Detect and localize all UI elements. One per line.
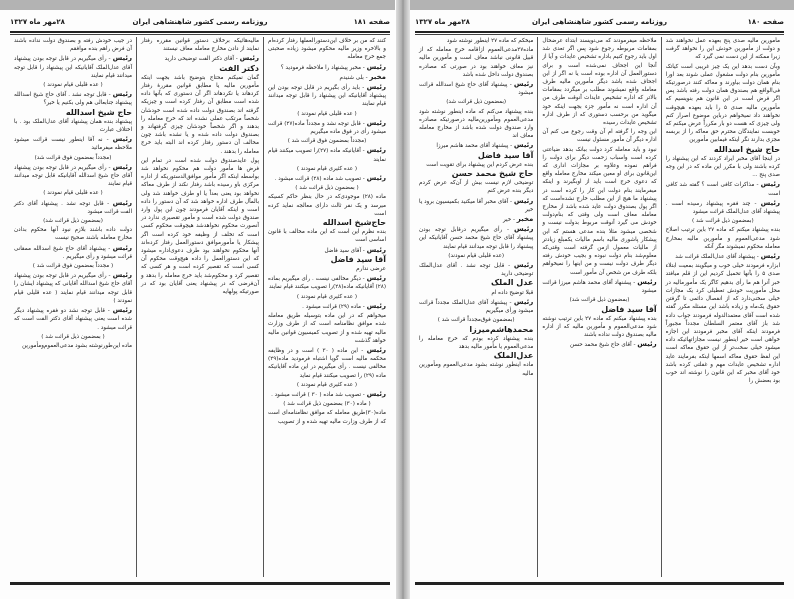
speaker-paragraph: رئیس - رأی میگیریم در قابل توجه بودن پیشنهاد آقای حاج شیخ اسدالله آقایانیکه قابل توجه میدانند قیام نمایند [14, 162, 133, 188]
body-text: کنند که من بر خلاف این‌دستورالعملها رفتار کرده‌ام و بالاخره وزیر مالیه محکوم میشود زیاده صحبتی جمع خرج معامله [268, 38, 386, 61]
speech-text: تصویب شد ماده (۲۸) قرائت میشود . [274, 176, 361, 183]
paragraph [268, 137, 386, 145]
paragraph [141, 37, 259, 53]
speech-text: آقای دکتر الفت توضیحی دارید [164, 56, 234, 63]
issue-date: ۲۸مهر ماه ۱۳۲۷ [415, 18, 470, 26]
speaker-heading: دکتر الفت [219, 63, 259, 73]
speaker-name: رئیس [112, 135, 132, 144]
paragraph [419, 335, 533, 351]
body-text: میخکم که ماده ۲۷ اینطور نوشته شود [446, 38, 534, 44]
body-text: بنده نظرم این است که این ماده مخالف با قانون اساسی است [268, 229, 386, 244]
speaker-paragraph: مخبر - خیر [502, 215, 534, 224]
speech-text: مخبر پیشنهاد را ملاحظه فرمودید ؟ [280, 64, 361, 71]
body-text: بنده پیشنهاد کرده بودم که خرج معامله را مدعی‌العموم یا مأمور مالیه بدهد [419, 335, 534, 350]
body-text: ماده(۳۰)طریق معامله که موافق نظامنامه‌ای است که از طرف وزارت مالیه تهیه شده و از تصویب [268, 410, 386, 425]
speaker-name: رئیس [513, 141, 534, 150]
procedural-note: ( عده کثیری قیام نمودند ) [296, 165, 358, 172]
speaker-paragraph: رئیس - چند فقره پیشنهاد رسیده است . پیشنهاد آقای عدل‌الملک قرائت میشود [665, 198, 780, 216]
body-text: ماده این‌طورنوشته بشود مدعی‌العموم‌ومأمورین [22, 342, 132, 349]
speech-text: آقایانیکه ماده (۲۷)را تصویب میکنند قیام نمایند [268, 148, 386, 163]
paragraph [542, 128, 656, 144]
speaker-name: رئیس [760, 252, 780, 261]
speaker-paragraph: رئیس - رأی میگیریم درقابل توجه بودن پیشنهاد آقای حاج شیخ محمد حسن آقایانیکه این پیشنهاد را قابل توجه میدانند قیام نمایند [419, 225, 534, 250]
speech-text: آقای حاج شیخ محمد حسن [570, 342, 632, 349]
speaker-paragraph: رئیس - پیشنهاد آقای عدل‌الملک مجدداً قرائت میشود ورأی میگیریم [419, 297, 534, 315]
procedural-note: (مجدداً بمضمون فوق قرائت شد ) [287, 138, 367, 145]
speech-text: آقای مخبر آقا میکنید بکمیسیون برود یا خیر [419, 198, 534, 213]
paragraph [542, 306, 656, 314]
footer-rule [10, 582, 390, 585]
speaker-paragraph: رئیس - رأی میگیریم در قابل توجه بودن پیشنهاد آقای حاج شیخ اسدالله آقایانی که پیشنهاد ایشان را قابل توجه میدانند قیام نمایند ( عده قلیلی قیام نمودند ) [14, 271, 133, 304]
header-rule [10, 31, 390, 33]
speech-text: دیگر مخالفی نیست . رأی میگیریم بماده (۲۸) آقایانیکه ماده(۲۸)را تصویب میکنند قیام نمایند [268, 276, 386, 291]
speech-text: رأی میگیریم در قابل توجه بودن پیشنهاد آقای حاج شیخ اسدالله آقایانیکه قابل توجه میدانند قیام نمایند [14, 164, 132, 188]
speaker-paragraph: رئیس - قابل توجه نشد . آقای حاج شیخ اسدالله پیشنهاد جنابعالی هم ولی بکنیم یا خیر؟ [14, 90, 133, 107]
speaker-name: رئیس [239, 54, 259, 63]
speech-text: آقای سید فاضل [324, 247, 361, 254]
paragraph [141, 65, 259, 73]
speaker-name: رئیس [366, 245, 386, 254]
speech-text: این ماده ( ۳۰ ) است و در وظایفه محکمه مالیه است گویا اشتباه فرمودید ماده(۲۹) مخالفی نیست . رأی میگیریم در این ماده آقایانیکه ماده (۲۹) را تصویب میکنند قیام نماید [268, 347, 386, 379]
speaker-paragraph: رئیس - پیشنهاد آقای حاج شیخ اسدالله قرائت میشود [419, 80, 534, 97]
speaker-name: رئیس [112, 162, 133, 171]
body-text: ماده۲۷مدعی‌العموم ازاقامه خرج معامله که از قبیل قانونی نباشد معاف است و مأمورین مالیه نیز معاف خواهند بود در صورتی که مصادره بصندوق دولت داخل شده باشد [419, 47, 534, 78]
paragraph [268, 184, 386, 192]
body-text: نبود و باید معامله کرد دولت ببانک بدهد ضیاعتی کرده است واسباب زحمت دیگر برای دولت را فراهم نموده وعلاوه بر مجازات اداری که این‌قانون برای او معین میکند مخارج معامله واقع که دعوی خرج است باید از اوبگیرند و اینکه میفرمایند بنام دولت این کار را کرده است در پیشنهاد ما هیچ از این مطلب خارج نشده‌است که اگر پول بصندوق دولت عاید شده باشد از مخارج معامله معاف است ولی وقتی که بنام‌دولت خودش می گیرد آنوقت مربوط بدولت نیست و شخصی میشود مثلا بنده مدعی هستم که این پیشکار پاشوری مالیه باسم مالیات یکمبلغ زیادتر از مالیات معمول ازمن گرفته است وقتی‌که معلوم‌شد بنام دولت نبوده و بجیب خودش رفته دیگر طرف دولت نیست و من اینها را نمیخواهم بلکه طرف من شخص آن مأمور است [542, 146, 657, 276]
body-text: این وجه را گرفته ام آن وقت رجوع می کنم آن اداره دیگر آن مأمور مسئول نیست [542, 129, 657, 144]
gazette-title: روزنامه رسمی کشور شاهنشاهی ایران [132, 18, 268, 26]
speech-text: ماده (۲۹) قرائت میشود . [302, 303, 361, 310]
speaker-paragraph: رئیس - آقایانیکه ماده (۲۷)را تصویب میکنند قیام نمایند [268, 146, 387, 163]
speech-text: رأی میگیریم درقابل توجه بودن پیشنهاد آقای حاج شیخ محمد حسن آقایانیکه این پیشنهاد را قابل توجه میدانند قیام نمایند [419, 227, 534, 250]
paragraph [419, 161, 533, 169]
speaker-paragraph: رئیس - مخبر پیشنهاد را ملاحظه فرمودید ؟ [280, 62, 386, 71]
speech-text: پیشنهاد آقای حاج شیخ اسدالله ممقانی قرائت میشود و رأی میگیریم . [14, 245, 132, 260]
speaker-name: رئیس [112, 271, 133, 280]
speaker-heading: آقا سید فاضل [477, 150, 534, 160]
speaker-name: رئیس [366, 146, 387, 155]
body-text: ماده (۲۸) موجودی‌که در حال بنظر حاکم کسیکه میرسد و یک نفر ثالث دارای معالجه نماید کرده است [268, 194, 386, 217]
paragraph [666, 155, 780, 180]
paragraph [666, 146, 780, 154]
procedural-note: (بمضمون ذیل قرائت شد) [569, 297, 630, 304]
column-3 [10, 37, 136, 577]
page-number: صفحه ۱۸۱ [353, 18, 390, 26]
speech-text: پیشنهاد آقای عدل‌الملک مجدداً قرائت میشود ورأی میگیریم [419, 299, 534, 315]
speaker-paragraph: رئیس - آقای سید فاضل [324, 245, 386, 254]
speaker-paragraph: رئیس - پیشنهاد آقای حاج شیخ اسدالله ممقانی قرائت میشود و رأی میگیریم . [14, 243, 133, 260]
speech-text: باید رأی بگیریم در قابل توجه بودن این پیشنهاد آقایانیکه این پیشنهاد را قابل توجه میدانند قیام نمایند [268, 85, 386, 108]
paragraph [666, 63, 780, 145]
body-text: بنده پیشنهاد می‌کنم که ماده اینطور نوشته شود مدعی‌العموم ومأمورین‌مالیه درصورتیکه مصادره وارد صندوق دولت شده باشد از مخارج معامله معاف اند [419, 108, 534, 140]
body-text: پیشنهاد بنده همان پیشنهاد آقای عدل‌الملک بود . با اختلاف عبارت [14, 118, 132, 134]
paragraph [14, 262, 132, 270]
speaker-name: رئیس [513, 297, 534, 306]
column-3 [415, 37, 537, 577]
body-text: بنده پیشنهاد میکنم که ماده ۲۷ باین ترتیب اصلاح شود مدعی‌العموم و مأمورین مالیه بمخارج معامله محکوم نمیشوند مگر آنکه [665, 227, 781, 250]
column-group [415, 37, 784, 577]
body-text: ملاحظه میفرمودند که می‌نویسند ابتداء عرضحال بمقامات مربوطه رجوع شود پس اگر تعدی شد اول باید رجوع کنیم باداره تشخیص عایدات و آیا از آنجا این اجحاف نمی‌شده است و برای دستورالعمل آن اداره بوده است یا نه اگر از این اجحاف شده باشد دیگر مأمورین مالیه طرف معامله واقع نمیشوند مطلب بر میگردد بمقامات بالاتر که اداره تشخیص عایدات آنوقت طرف من آن اداره است نه مأمور جزء بجهت اینکه خود میگوید من برحسب دستوری که از طرف اداره تشخیص عایدات رسیده [542, 38, 657, 127]
paragraph [542, 146, 656, 277]
paragraph [268, 293, 386, 301]
speaker-name: رئیس [366, 274, 386, 283]
paragraph [419, 326, 533, 334]
paragraph [14, 81, 132, 89]
speaker-name: رئیس [760, 198, 780, 207]
paragraph [666, 37, 780, 62]
paragraph [268, 37, 386, 62]
speaker-name: رئیس [513, 261, 534, 270]
speech-text: قابل توجه نشد . پیشنهاد آقای دکتر الفت قرائت میشود [14, 200, 132, 215]
procedural-note: ( عده قلیلی قیام نمودند ) [43, 82, 103, 89]
paragraph [419, 170, 533, 178]
paragraph [268, 312, 386, 345]
paragraph [14, 217, 132, 225]
page-number: صفحه ۱۸۰ [747, 18, 784, 26]
speaker-name: رئیس [366, 62, 386, 71]
procedural-note: (بمضمون ذیل قرائت شد) [446, 99, 507, 106]
speaker-name: رئیس [513, 80, 534, 89]
paragraph [268, 193, 386, 218]
paragraph [268, 409, 386, 425]
paragraph [268, 381, 386, 389]
procedural-note: ( عده کثیری قیام نمودند ) [296, 381, 358, 388]
paragraph [14, 333, 132, 341]
body-text: پول عایدصندوق دولت شده است در تمام این فرض ها مأمور دولت هم محکوم نخواهد شد بواسطه اینکه اگر مأمور موافق‌الدستوریکه از اداره مرکزی باو رسیده باشد رفتار نکند از طرف معاکه نخواهد بود یعنی بعداً یا او طرف خواهند شد ولی بالمآل طرف اداره خواهد شد که آن دستور را داده است و اینکه آقایان فرمودند چون این پول وارد صندوق دولت شده است و مأمور تقصیری ندارد در آنصورت محکوم نخواهدشد هیچوقت محکوم کسی است که تخلف از وظیفه خود کرده است اگر پیشکار یا مأمورموافق دستورالعمل رفتار کرده‌اند آنها محکوم نخواهند بود طرف دعوی‌اداره میشود که این دستورالعمل را داده هیچ‌وقت محکوم آن کسی است که تقصیر کرده است و هر کسی که تقصیر کرد و محکوم‌شد باید خرج معامله را بدهد و آن‌فرضی که در پیشنهاد یعنی آقایان بود که در صورتیکه پولهایه [141, 157, 259, 296]
paragraph [141, 157, 259, 296]
speaker-name: رئیس [366, 345, 386, 354]
header-rule [415, 31, 784, 33]
paragraph [14, 109, 132, 117]
paragraph [542, 37, 656, 127]
body-text: عرضی ندارم [356, 266, 386, 273]
paragraph [268, 110, 386, 118]
procedural-note: ( بمضمون ذیل قرائت شد ) [295, 185, 359, 192]
speaker-paragraph: رئیس - باید رأی بگیریم در قابل توجه بودن این پیشنهاد آقایانیکه این پیشنهاد را قابل توجه میدانند قیام نمایند [268, 83, 386, 108]
speaker-paragraph: رئیس - رأی میگیریم در قابل توجه بودن پیشنهاد آقای عدل‌الملک آقایانیکه این پیشنهاد را قابل توجه میدانند قیام نمایند [14, 54, 133, 79]
procedural-note: ( مجدداً بمضمون فوق قرائت شد ) [32, 263, 114, 270]
paragraph [542, 315, 656, 340]
speech-text: قابل توجه نشد دو فقره پیشنهاد دیگر شده است یعنی پیشنهاد آقای دکتر الفت است که قرائت میشود . [14, 308, 132, 331]
page-header [10, 16, 390, 30]
speaker-paragraph: رئیس - آقای دکتر الفت توضیحی دارید [164, 54, 259, 63]
procedural-note: ( بمضمون ذیل قرائت شد ) [41, 333, 105, 340]
paragraph [419, 98, 533, 106]
gazette-title: روزنامه رسمی کشور شاهنشاهی ایران [532, 18, 667, 26]
body-text: میخواهم که در این ماده بتوسیله طریق معامله شده موافق نظامنامه است که از طرف وزارت مالیه تهیه شده و از تصویب کمیسیون قوانین مالیه خواهد گذشت [268, 313, 386, 344]
paragraph [666, 226, 780, 251]
speaker-paragraph: رئیس - مذاکرات کافی است ؟ گفته شد کافی است [665, 180, 780, 197]
procedural-note: ( ماده (۳۰) بمضمون ذیل قرائت شد ) [283, 401, 371, 408]
body-text: دولت داده باشند بلازم نبود آنها محکوم بدادن مخارج معامله باشند صحیح نیست [14, 227, 132, 242]
paragraph [268, 219, 386, 227]
body-text: بنده پیشنهاد میکنم که ماده ۲۷ باین ترتیب نوشته شود مدعی‌العموم و مأمورین مالیه که از اداره مالیه بصندوق دولت نداده باشند [542, 315, 657, 339]
speech-text: نه آقا اینطور نیست قرائت میشود ملاحظه میفرمائید [14, 137, 132, 152]
issue-date: ۲۸مهر ماه ۱۳۲۷ [10, 18, 65, 26]
body-text: بنده عرض کردم این پیشنهاد برای تقویت است [426, 161, 534, 168]
speech-text: پیشنهاد آقای محمد هاشم میرزا [436, 143, 509, 150]
speaker-heading: آقا سید فاضل [601, 304, 657, 314]
speaker-heading: محمدهاشم‌میرزا [469, 324, 534, 334]
speaker-paragraph: رئیس - آقای حاج شیخ محمد حسن [570, 340, 657, 349]
speech-text: مذاکرات کافی است ؟ گفته شد کافی است [665, 182, 780, 197]
speaker-name: رئیس [637, 277, 657, 286]
speaker-paragraph: رئیس - آقای مخبر آقا میکنید بکمیسیون برود یا خیر [419, 196, 534, 213]
speaker-name: رئیس [112, 54, 133, 63]
speech-text: قابل توجه نشد . آقای حاج شیخ اسدالله پیشنهاد جنابعالی هم ولی بکنیم یا خیر؟ [14, 92, 132, 107]
header-rule-thin [415, 34, 784, 35]
paragraph [419, 179, 533, 195]
speaker-paragraph: رئیس - قابل توجه نشد و مجدداً ماده(۲۷) قرائت میشود رأی در فوق ماده میگیریم [268, 118, 387, 136]
speech-text: بلی شنیدم [339, 74, 364, 81]
speech-text: قابل توجه نشد . آقای عدل‌الملک توضیحی دارید [419, 263, 534, 278]
procedural-note: ( عده قلیلی قیام نمودند ) [43, 190, 103, 197]
speaker-name: رئیس [366, 301, 386, 310]
procedural-note: (عده قلیلی قیام نمودند) [448, 252, 505, 259]
speaker-name: رئیس [112, 243, 133, 252]
speaker-heading: حاج‌شیخ اسدالله [322, 218, 386, 228]
speech-text: چند فقره پیشنهاد رسیده است . پیشنهاد آقای عدل‌الملک قرائت میشود [665, 200, 780, 216]
paragraph [419, 289, 533, 297]
column-1 [661, 37, 784, 577]
speaker-paragraph: رئیس - قابل توجه نشد دو فقره پیشنهاد دیگر شده است یعنی پیشنهاد آقای دکتر الفت است که قرائت میشود . [14, 306, 132, 331]
speaker-paragraph: رئیس - پیشنهاد آقای عدل‌الملک قرائت شد [675, 252, 780, 261]
paragraph [14, 226, 132, 242]
footer-rule [415, 582, 784, 585]
speaker-name: رئیس [366, 389, 386, 398]
speech-text: خیر [502, 217, 512, 224]
speaker-paragraph: رئیس - نه آقا اینطور نیست قرائت میشود ملاحظه میفرمائید [14, 135, 132, 152]
speaker-paragraph: مخبر - بلی شنیدم [339, 72, 386, 81]
speaker-name: رئیس [366, 118, 387, 127]
speaker-name: رئیس [366, 174, 386, 183]
speaker-paragraph: رئیس - قابل توجه نشد . پیشنهاد آقای دکتر الفت قرائت میشود [14, 198, 132, 215]
speaker-name: رئیس [366, 83, 386, 92]
speaker-paragraph: رئیس - این ماده ( ۳۰ ) است و در وظایفه محکمه مالیه است گویا اشتباه فرمودید ماده(۲۹) مخالفی نیست . رأی میگیریم در این ماده آقایانیکه ماده (۲۹) را تصویب میکنند قیام نماید [268, 345, 386, 379]
speech-text: رأی میگیریم در قابل توجه بودن پیشنهاد آقای عدل‌الملک آقایانیکه این پیشنهاد را قابل توجه میدانند قیام نمایند [14, 56, 132, 79]
speech-text: پیشنهاد آقای حاج شیخ اسدالله قرائت میشود [419, 82, 534, 97]
paragraph [419, 37, 533, 45]
body-text: در جیب خودش رفته و بصندوق دولت نداده باشند آن فرض راهم بنده موافقم [14, 38, 132, 53]
speaker-name: رئیس [760, 180, 780, 189]
body-text: مالیه‌هائیکه برخلاف دستور قوانین مقرره رفتار نمایند از دادن مخارج معامله معاف نیستند [141, 38, 259, 53]
speaker-heading: عدل الملک [490, 278, 534, 288]
speaker-name: رئیس [112, 306, 132, 315]
paragraph [419, 108, 533, 141]
speech-text: قابل توجه نشد و مجدداً ماده(۲۷) قرائت میشود رأی در فوق ماده میگیریم [268, 120, 386, 136]
speech-text: پیشنهاد آقای عدل‌الملک قرائت شد [675, 254, 755, 261]
paragraph [14, 37, 132, 53]
speech-text: رأی میگیریم در قابل توجه بودن پیشنهاد آقای حاج شیخ اسدالله آقایانی که پیشنهاد ایشان را قابل توجه میدانند قیام نمایند ( عده قلیلی قیام نمودند ) [14, 273, 132, 304]
body-text: وبآن دست بدهد این یک چیز غریبی است کیاتک مأمورین بنام دولت مشغول عملی شوند بعد اورا بنام همان دولت بیاورند و معاکه کنند درصورتیکه فی‌الواقع هم بصندوق همان دولت رفته باشد پس اگر فرض است در این قانون هم بنویسیم که مأمورین مالیه صدی ۵ را باید بعهده هیچوقت نخواهند داد نمیخواهم درباین موضوع اصرار کنم ولی چیزی که هست دو بار مکرراً عرض میکنم که خوبست نمایندگان محترم حق معاکه را از بربسه مجزی بدارند نگر اینکه فیمابین مأمورین [665, 63, 780, 144]
procedural-note: (مجدداً بمضمون فوق قرائت شد) [34, 154, 112, 161]
speaker-name: رئیس [112, 90, 133, 99]
speaker-paragraph: رئیس - قابل توجه نشد . آقای عدل‌الملک توضیحی دارید [419, 261, 534, 278]
paragraph [419, 361, 533, 377]
body-text: توضیحی لازم نیست بیش از آن‌که عرض کردم دیگر بنده عرض کنم [419, 180, 534, 195]
paragraph [542, 296, 656, 304]
column-2 [537, 37, 660, 577]
paragraph [268, 256, 386, 264]
body-text: ابزاره فرمودند خیلی خوب و میگویند بمعیت ابتلاء صدی ۵ را بآنها تحمیل کردیم این از قلم میافتد خبر آنرا هم ما رأی بدهیم کاگر یک مأمورمالیه در محل مأموریت خودش تعطیلی کرد یک مجازات خیلی سخنی‌دارد که از انفصال دائمی تا گرفتن حقوق یک‌ماه و زیاده باشد این مسئله مکرر گفته شده است آقای معتمدالدوله فرمودند جواب داده شد باز آقای معتمر السلطان مجدداً مجبوراً فرمودند اینکه آقای مخبر فرمودند این اجازه خواهی است خیر اینطور نیست مجازاتهائیکه داده میشود خیلی سخت‌تر از این حقوق معاکه است این لفظ حقوق معاکه اسمها اینکه بفرمایند عاید اداره تشخیص عایدات مهم و غفلتی کرده باشد خود آقای مخبر که این قانون را نوشته اند خوب بود بعضش را [665, 263, 780, 385]
column-1 [263, 37, 390, 577]
paragraph [419, 279, 533, 287]
speaker-name: رئیس [513, 225, 534, 234]
page-header [415, 16, 784, 30]
paragraph [268, 165, 386, 173]
body-text: مأمورین مالیه صدی پنج بعهده عمل نخواهند شد و دولت از مأمورین خودش این را نخواهد گرفت زیرا ممکنه از این دست نمی گیرد که [665, 38, 780, 61]
speaker-heading: حاج شیخ محمد حسن [451, 169, 534, 179]
paragraph [419, 316, 533, 324]
paragraph [14, 118, 132, 134]
paragraph [419, 252, 533, 260]
speaker-paragraph: رئیس - ماده (۲۹) قرائت میشود . [302, 301, 386, 310]
speaker-paragraph: رئیس - تصویب شد ماده (۲۸) قرائت میشود . [274, 174, 386, 183]
speaker-heading: عدل‌الملک [493, 351, 534, 361]
paragraph [419, 46, 533, 79]
speech-text: تصویب شد ماده ( ۳۰ ) قرائت میشود . [271, 391, 361, 398]
speaker-heading: آقا سید فاضل [330, 254, 386, 264]
speaker-name: مخبر [369, 72, 386, 81]
speaker-paragraph: رئیس - دیگر مخالفی نیست . رأی میگیریم بماده (۲۸) آقایانیکه ماده(۲۸)را تصویب میکنند قیام نمایند [268, 274, 386, 291]
body-text: گمان نمیکنم محتاج بتوضیح باشد بجهت اینکه مأمورین مالیه یا مطابق قوانین مقررهٔ رفتار کردهاند یا نکردهاند اگر آن دستوری که بآنها داده شده است مطابق آن رفتار کرده است و چیزیکه گرفته اند بصندوق دولت داده شده است خودشان شخصاً مرتکب عملی نشده اند که خرج معامله را بدهند و اگر شخصاً خودشان چیزی گرفتهاند و بصندوق دولت داده شده و یا نشده باشد چون مخالف آن دستور رفتار کرده اند البته باید خرج معامله را بدهند . [141, 74, 259, 155]
paragraph [419, 152, 533, 160]
speaker-name: مخبر [516, 215, 534, 224]
paragraph [268, 400, 386, 408]
procedural-note: ( عده قلیلی قیام نمودند ) [297, 110, 357, 117]
speaker-name: رئیس [513, 196, 534, 205]
speaker-paragraph: رئیس - پیشنهاد آقای محمد هاشم میرزا [436, 141, 534, 150]
body-text: ماده اینطور نوشته بشود مدعی‌العموم ومأمورین مالیه [419, 362, 534, 377]
paragraph [666, 217, 780, 225]
paragraph [14, 154, 132, 162]
speaker-name: رئیس [112, 198, 132, 207]
speaker-heading: حاج شیخ اسدالله [65, 107, 132, 117]
paragraph [141, 74, 259, 156]
header-rule-thin [10, 34, 390, 35]
procedural-note: (بمضمون ذیل قرائت شد) [43, 218, 103, 225]
column-2 [136, 37, 263, 577]
body-text: قبلا توضیح داده ام [491, 289, 534, 296]
paragraph [14, 189, 132, 197]
procedural-note: (بمضمون ذیل قرائت شد ) [692, 218, 754, 225]
body-text: در اینجا آقای مخبر ایراد کردند که این پیشنهاد را کرده باشند ولی با مکرر این ماده که در این وجه صدی پنج ... [665, 155, 780, 179]
procedural-note: ( عده کثیری قیام نمودند ) [296, 293, 358, 300]
speaker-heading: حاج شیخ اسدالله [713, 144, 780, 154]
speaker-paragraph: رئیس - پیشنهاد آقای محمد هاشم میرزا قرائت میشود [542, 277, 657, 295]
speech-text: پیشنهاد آقای محمد هاشم میرزا قرائت میشود [542, 279, 657, 295]
right-page [405, 0, 794, 599]
paragraph [419, 352, 533, 360]
speaker-name: رئیس [637, 340, 657, 349]
paragraph [666, 262, 780, 385]
paragraph [14, 342, 132, 350]
paragraph [268, 228, 386, 244]
column-group [10, 37, 390, 577]
speaker-paragraph: رئیس - تصویب شد ماده ( ۳۰ ) قرائت میشود . [271, 389, 386, 398]
procedural-note: (بمضمون فوق‌مجدداً قرائت شد ) [437, 317, 515, 324]
paragraph [268, 265, 386, 273]
